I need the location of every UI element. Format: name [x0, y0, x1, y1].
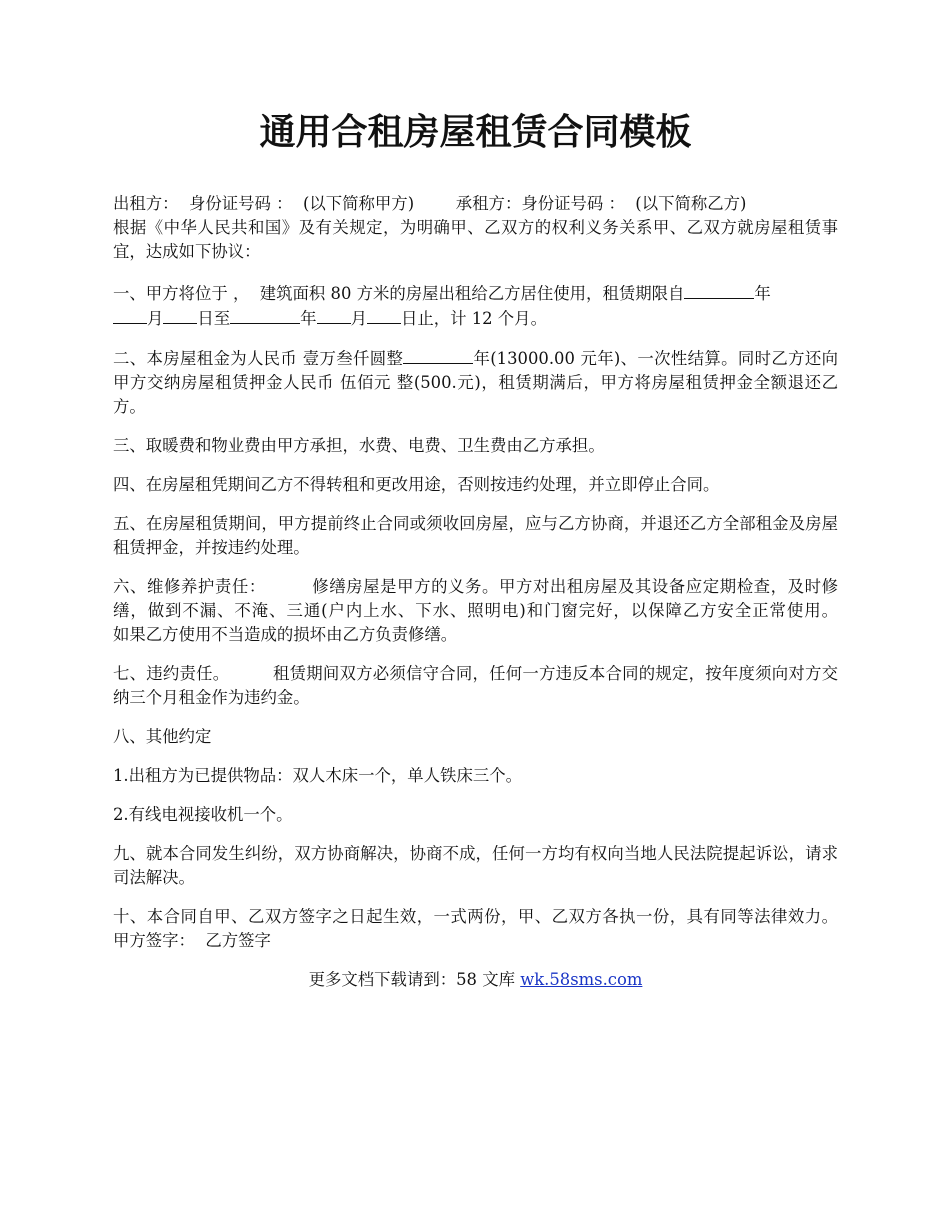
footer-text: 更多文档下载请到：58 文库	[308, 970, 521, 989]
clause-9: 九、就本合同发生纠纷，双方协商解决，协商不成，任何一方均有权向当地人民法院提起诉讼，请求司法解决。	[113, 844, 838, 887]
clause-8-item-2: 2.有线电视接收机一个。	[113, 805, 293, 824]
clause-3: 三、取暖费和物业费由甲方承担，水费、电费、卫生费由乙方承担。	[113, 436, 605, 455]
clause-8-item-1: 1.出租方为已提供物品：双人木床一个，单人铁床三个。	[113, 766, 523, 785]
clause-6: 六、维修养护责任： 修缮房屋是甲方的义务。甲方对出租房屋及其设备应定期检查，及时修缮，做到不漏、不淹、三通(户内上水、下水、照明电)和门窗完好，以保障乙方安全正常使用。 如果乙方使用不当造成的损坏由乙方负责修缮。	[113, 577, 880, 644]
blank-month-start	[113, 306, 147, 324]
blank-month-end	[317, 306, 351, 324]
clause-1-end: 日止，计 12 个月。	[400, 309, 547, 328]
footer-link[interactable]: wk.58sms.com	[520, 970, 643, 989]
clause-1-year-end: 年	[300, 309, 317, 328]
clause-1-text: 一、甲方将位于 ， 建筑面积 80 方米的房屋出租给乙方居住使用，租赁期限自	[113, 284, 685, 303]
clause-4: 四、在房屋租凭期间乙方不得转租和更改用途，否则按违约处理，并立即停止合同。	[113, 475, 720, 494]
clause-1-month: 月	[147, 309, 164, 328]
clause-8: 八、其他约定	[113, 727, 212, 746]
clause-1-month-end: 月	[350, 309, 367, 328]
blank-year-end	[230, 306, 300, 324]
blank-rent	[403, 346, 473, 364]
clause-1-day-to: 日至	[197, 309, 231, 328]
footer	[113, 968, 838, 992]
blank-day-end	[367, 306, 401, 324]
clause-1	[113, 281, 838, 331]
clause-2-rest: 年(13000.00 元年)、一次性结算。同时乙方还向甲方交纳房屋租赁押金人民币 伍佰元 整(500.元)，租赁期满后，甲方将房屋租赁押金全额退还乙方。	[113, 349, 838, 416]
parties-line: 出租方： 身份证号码 ： (以下简称甲方) 承租方：身份证号码 ： (以下简称乙方)	[113, 194, 747, 213]
parties-paragraph	[113, 192, 838, 216]
clause-1-year: 年	[754, 284, 771, 303]
preamble-paragraph: 根据《中华人民共和国》及有关规定，为明确甲、乙双方的权利义务关系甲、乙双方就房屋租赁事宜，达成如下协议：	[113, 218, 838, 261]
clause-2	[113, 346, 838, 419]
clause-10: 十、本合同自甲、乙双方签字之日起生效，一式两份，甲、乙双方各执一份，具有同等法律效力。 甲方签字： 乙方签字	[113, 907, 880, 950]
blank-year-start	[684, 281, 754, 299]
clause-5: 五、在房屋租赁期间，甲方提前终止合同或须收回房屋，应与乙方协商，并退还乙方全部租金及房屋租赁押金，并按违约处理。	[113, 514, 838, 557]
document-title: 通用合租房屋租赁合同模板	[259, 111, 692, 153]
clause-2-text: 二、本房屋租金为人民币 壹万叁仟圆整	[113, 349, 404, 368]
clause-7: 七、违约责任。 租赁期间双方必须信守合同，任何一方违反本合同的规定，按年度须向对方交纳三个月租金作为违约金。	[113, 664, 838, 707]
blank-day-start	[163, 306, 197, 324]
